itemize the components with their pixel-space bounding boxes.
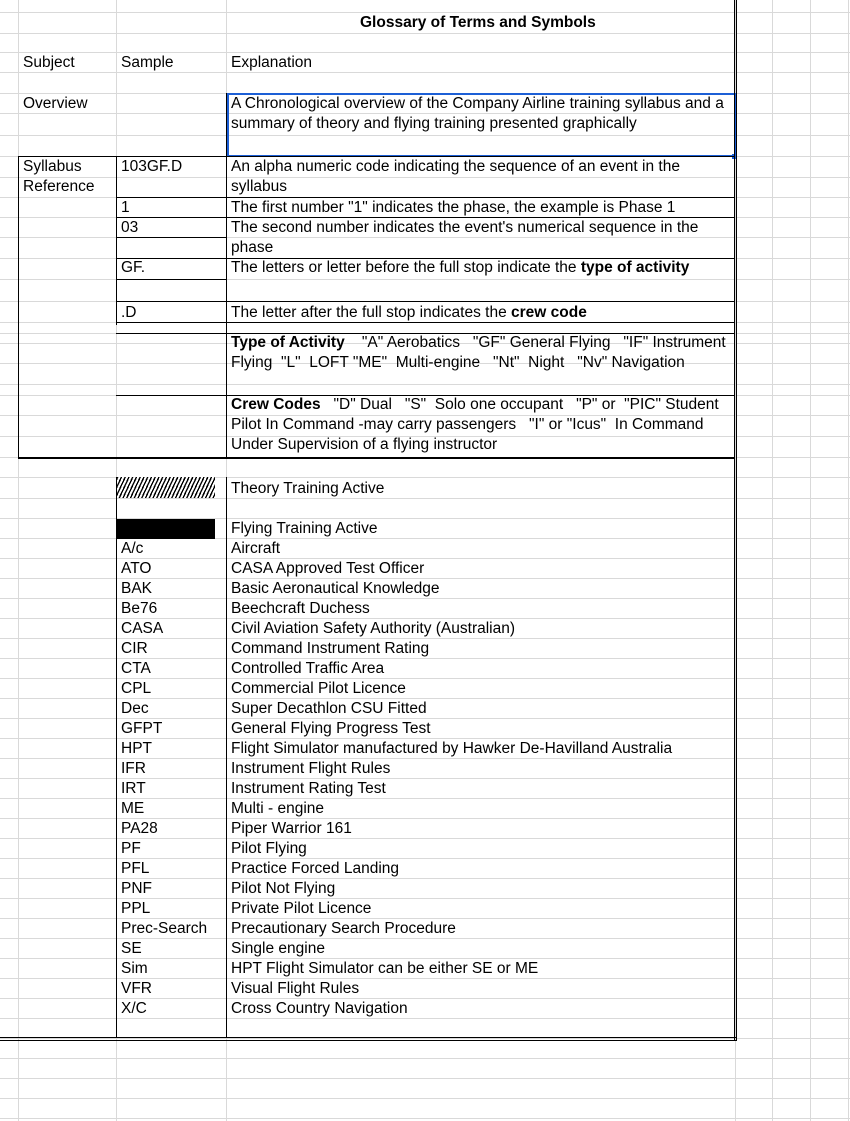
cell-border <box>116 217 735 218</box>
gridline <box>0 1078 850 1079</box>
abbreviation-meaning: Private Pilot Licence <box>231 900 372 917</box>
gridline <box>0 498 850 499</box>
activity-explanation-text: The letters or letter before the full stop indicate the <box>231 259 581 276</box>
cell-border <box>116 279 226 280</box>
flying-training-solid-swatch <box>117 519 215 539</box>
abbreviation-term: CIR <box>121 640 148 657</box>
abbreviation-meaning: Single engine <box>231 940 325 957</box>
cell-border <box>0 1040 737 1041</box>
gridline <box>0 1058 850 1059</box>
gridline <box>772 0 773 1121</box>
abbreviation-meaning: CASA Approved Test Officer <box>231 560 425 577</box>
abbreviation-term: CASA <box>121 620 164 637</box>
abbreviation-term: ME <box>121 800 145 817</box>
syllabus-sample: 103GF.D <box>121 158 183 175</box>
abbreviation-term: CPL <box>121 680 152 697</box>
abbreviation-term: CTA <box>121 660 151 677</box>
type-of-activity-label: Type of Activity <box>231 334 345 351</box>
abbreviation-meaning: Command Instrument Rating <box>231 640 430 657</box>
gridline <box>848 0 849 1121</box>
cell-border <box>116 237 226 238</box>
abbreviation-term: Sim <box>121 960 148 977</box>
cell-border <box>226 156 735 157</box>
syllabus-explanation: An alpha numeric code indicating the sequence of an event in the syllabus <box>231 158 680 195</box>
activity-explanation-bold: type of activity <box>580 259 690 276</box>
abbreviation-term: IFR <box>121 760 146 777</box>
abbreviation-meaning: Aircraft <box>231 540 281 557</box>
abbreviation-meaning: Piper Warrior 161 <box>231 820 352 837</box>
cell-border <box>226 93 227 458</box>
cell-border <box>116 197 735 198</box>
sequence-sample: 03 <box>121 219 139 236</box>
sequence-explanation: The second number indicates the event's numerical sequence in the phase <box>231 219 699 256</box>
abbreviation-meaning: Cross Country Navigation <box>231 1000 408 1017</box>
abbreviation-term: GFPT <box>121 720 163 737</box>
active-cell-selection[interactable] <box>227 93 736 157</box>
gridline <box>0 1098 850 1099</box>
cell-border <box>116 258 735 259</box>
cell-border <box>116 322 735 323</box>
abbreviation-meaning: Controlled Traffic Area <box>231 660 385 677</box>
abbreviation-meaning: Beechcraft Duchess <box>231 600 370 617</box>
cell-border <box>116 333 735 334</box>
gridline <box>0 1118 850 1119</box>
abbreviation-term: Be76 <box>121 600 158 617</box>
legend-flying-label: Flying Training Active <box>231 520 378 537</box>
crew-codes-list <box>231 395 726 455</box>
abbreviation-term: X/C <box>121 1000 147 1017</box>
abbreviation-term: PFL <box>121 860 150 877</box>
cell-border <box>116 395 735 396</box>
abbreviation-meaning: Multi - engine <box>231 800 325 817</box>
abbreviation-term: PPL <box>121 900 151 917</box>
abbreviation-meaning: Instrument Rating Test <box>231 780 386 797</box>
abbreviation-meaning: Pilot Flying <box>231 840 307 857</box>
crew-explanation-bold: crew code <box>511 304 587 321</box>
type-of-activity-list <box>231 333 731 373</box>
abbreviation-term: IRT <box>121 780 146 797</box>
cell-border <box>0 1037 737 1038</box>
abbreviation-term: PA28 <box>121 820 158 837</box>
abbreviation-term: BAK <box>121 580 153 597</box>
abbreviation-term: HPT <box>121 740 152 757</box>
cell-border <box>18 156 19 459</box>
abbreviation-term: SE <box>121 940 142 957</box>
crew-codes-label: Crew Codes <box>231 396 321 413</box>
abbreviation-meaning: Civil Aviation Safety Authority (Australian) <box>231 620 516 637</box>
cell-border <box>116 477 117 1037</box>
crew-codes-text: "D" Dual "S" Solo one occupant "P" or "PIC" Student Pilot In Command -may carry passengers "I" or "Icus" In Command Under Supervision of a flying instructor <box>231 396 724 453</box>
abbreviation-term: A/c <box>121 540 144 557</box>
crew-explanation <box>231 303 587 323</box>
abbreviation-term: Prec-Search <box>121 920 208 937</box>
activity-sample: GF. <box>121 259 146 276</box>
abbreviation-term: ATO <box>121 560 152 577</box>
cell-border <box>736 0 737 1040</box>
cell-border <box>116 301 735 302</box>
abbreviation-term: PNF <box>121 880 152 897</box>
abbreviation-meaning: Precautionary Search Procedure <box>231 920 456 937</box>
cell-border <box>116 156 117 198</box>
crew-explanation-text: The letter after the full stop indicates the <box>231 304 512 321</box>
syllabus-subject: Syllabus Reference <box>23 158 95 195</box>
gridline <box>810 0 811 1121</box>
abbreviation-meaning: HPT Flight Simulator can be either SE or ME <box>231 960 539 977</box>
column-header-explanation: Explanation <box>231 54 313 71</box>
phase-sample: 1 <box>121 199 130 216</box>
overview-explanation[interactable]: A Chronological overview of the Company Airline training syllabus and a summary of theory and flying training presented graphically <box>231 95 724 132</box>
page-title: Glossary of Terms and Symbols <box>360 14 596 31</box>
theory-training-hatched-swatch <box>117 477 215 498</box>
crew-sample: .D <box>121 304 137 321</box>
abbreviation-meaning: Super Decathlon CSU Fitted <box>231 700 427 717</box>
abbreviation-term: Dec <box>121 700 149 717</box>
column-header-subject: Subject <box>23 54 75 71</box>
abbreviation-meaning: Commercial Pilot Licence <box>231 680 406 697</box>
gridline <box>0 33 850 34</box>
abbreviation-meaning: Flight Simulator manufactured by Hawker De-Havilland Australia <box>231 740 673 757</box>
legend-theory-label: Theory Training Active <box>231 480 385 497</box>
gridline <box>0 1038 850 1039</box>
abbreviation-term: PF <box>121 840 141 857</box>
cell-border <box>18 457 735 459</box>
gridline <box>0 384 850 385</box>
abbreviation-meaning: General Flying Progress Test <box>231 720 431 737</box>
activity-explanation <box>231 258 689 278</box>
abbreviation-meaning: Instrument Flight Rules <box>231 760 391 777</box>
abbreviation-meaning: Visual Flight Rules <box>231 980 360 997</box>
cell-border <box>226 477 227 1037</box>
abbreviation-term: VFR <box>121 980 152 997</box>
abbreviation-meaning: Practice Forced Landing <box>231 860 400 877</box>
type-of-activity-text: "A" Aerobatics "GF" General Flying "IF" Instrument Flying "L" LOFT "ME" Multi-engine "Nt" Night "Nv" Navigation <box>231 334 731 371</box>
column-header-sample: Sample <box>121 54 174 71</box>
abbreviation-meaning: Basic Aeronautical Knowledge <box>231 580 440 597</box>
abbreviation-meaning: Pilot Not Flying <box>231 880 336 897</box>
phase-explanation: The first number "1" indicates the phase, the example is Phase 1 <box>231 199 676 216</box>
overview-subject: Overview <box>23 95 88 112</box>
